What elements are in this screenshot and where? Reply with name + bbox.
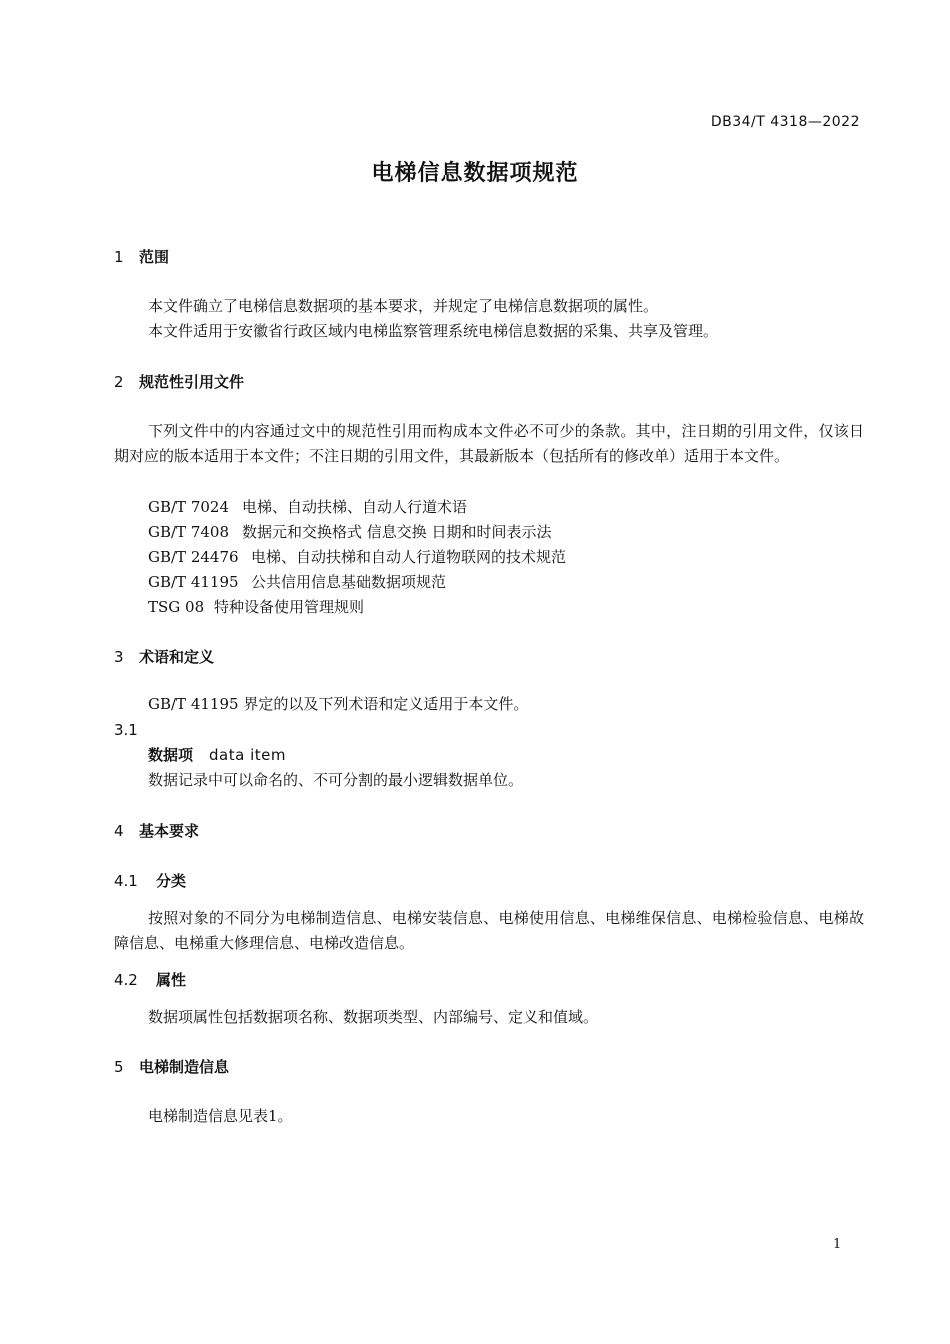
paragraph: 本文件适用于安徽省行政区域内电梯监察管理系统电梯信息数据的采集、共享及管理。 xyxy=(148,322,719,340)
reference-item xyxy=(148,596,364,617)
reference-title: 公共信用信息基础数据项规范 xyxy=(251,573,447,591)
reference-item xyxy=(148,521,552,542)
section-number: 4 xyxy=(114,822,124,840)
section-number: 3 xyxy=(114,648,124,666)
section-number: 1 xyxy=(114,248,124,266)
reference-code: GB/T 7024 xyxy=(148,498,230,516)
paragraph: 电梯制造信息见表1。 xyxy=(148,1107,293,1125)
section-heading-2 xyxy=(114,371,244,392)
reference-title: 数据元和交换格式 信息交换 日期和时间表示法 xyxy=(242,523,552,541)
term-english: data item xyxy=(209,746,286,764)
reference-title: 特种设备使用管理规则 xyxy=(214,598,365,616)
term-definition: 数据记录中可以命名的、不可分割的最小逻辑数据单位。 xyxy=(148,771,524,789)
section-number: 5 xyxy=(114,1058,124,1076)
document-number: DB34/T 4318—2022 xyxy=(710,114,860,130)
subsection-number: 4.1 xyxy=(114,872,138,890)
section-heading-5 xyxy=(114,1056,229,1077)
paragraph: 数据项属性包括数据项名称、数据项类型、内部编号、定义和值域。 xyxy=(148,1008,599,1026)
section-title: 范围 xyxy=(139,248,170,266)
subsection-title: 分类 xyxy=(156,872,187,890)
reference-item xyxy=(148,546,566,567)
section-title: 术语和定义 xyxy=(139,648,215,666)
reference-title: 电梯、自动扶梯和自动人行道物联网的技术规范 xyxy=(251,548,567,566)
section-title: 基本要求 xyxy=(139,822,200,840)
section-number: 2 xyxy=(114,373,124,391)
term-entry xyxy=(148,743,286,768)
paragraph: 下列文件中的内容通过文中的规范性引用而构成本文件必不可少的条款。其中，注日期的引用文件，仅该日期对应的版本适用于本文件；不注日期的引用文件，其最新版本（包括所有的修改单）适用于本文件。 xyxy=(114,422,864,465)
subsection-number: 4.2 xyxy=(114,971,138,989)
reference-code: TSG 08 xyxy=(148,598,205,616)
subsection-heading-4-1 xyxy=(114,870,186,891)
subsection-title: 属性 xyxy=(156,971,187,989)
term-chinese: 数据项 xyxy=(148,746,194,764)
section-heading-4 xyxy=(114,820,199,841)
reference-code: GB/T 7408 xyxy=(148,523,230,541)
page-title: 电梯信息数据项规范 xyxy=(371,161,579,186)
paragraph: GB/T 41195 界定的以及下列术语和定义适用于本文件。 xyxy=(148,695,529,713)
reference-item xyxy=(148,571,446,592)
subsection-heading-4-2 xyxy=(114,969,186,990)
term-number: 3.1 xyxy=(114,721,138,739)
paragraph: 本文件确立了电梯信息数据项的基本要求，并规定了电梯信息数据项的属性。 xyxy=(148,297,659,315)
reference-item xyxy=(148,496,467,517)
section-title: 电梯制造信息 xyxy=(139,1058,230,1076)
section-heading-3 xyxy=(114,646,214,667)
reference-title: 电梯、自动扶梯、自动人行道术语 xyxy=(242,498,468,516)
reference-code: GB/T 41195 xyxy=(148,573,239,591)
paragraph: 按照对象的不同分为电梯制造信息、电梯安装信息、电梯使用信息、电梯维保信息、电梯检验信息、电梯故障信息、电梯重大修理信息、电梯改造信息。 xyxy=(114,909,864,952)
page-number: 1 xyxy=(833,1237,842,1252)
section-heading-1 xyxy=(114,246,169,267)
reference-code: GB/T 24476 xyxy=(148,548,239,566)
section-title: 规范性引用文件 xyxy=(139,373,245,391)
